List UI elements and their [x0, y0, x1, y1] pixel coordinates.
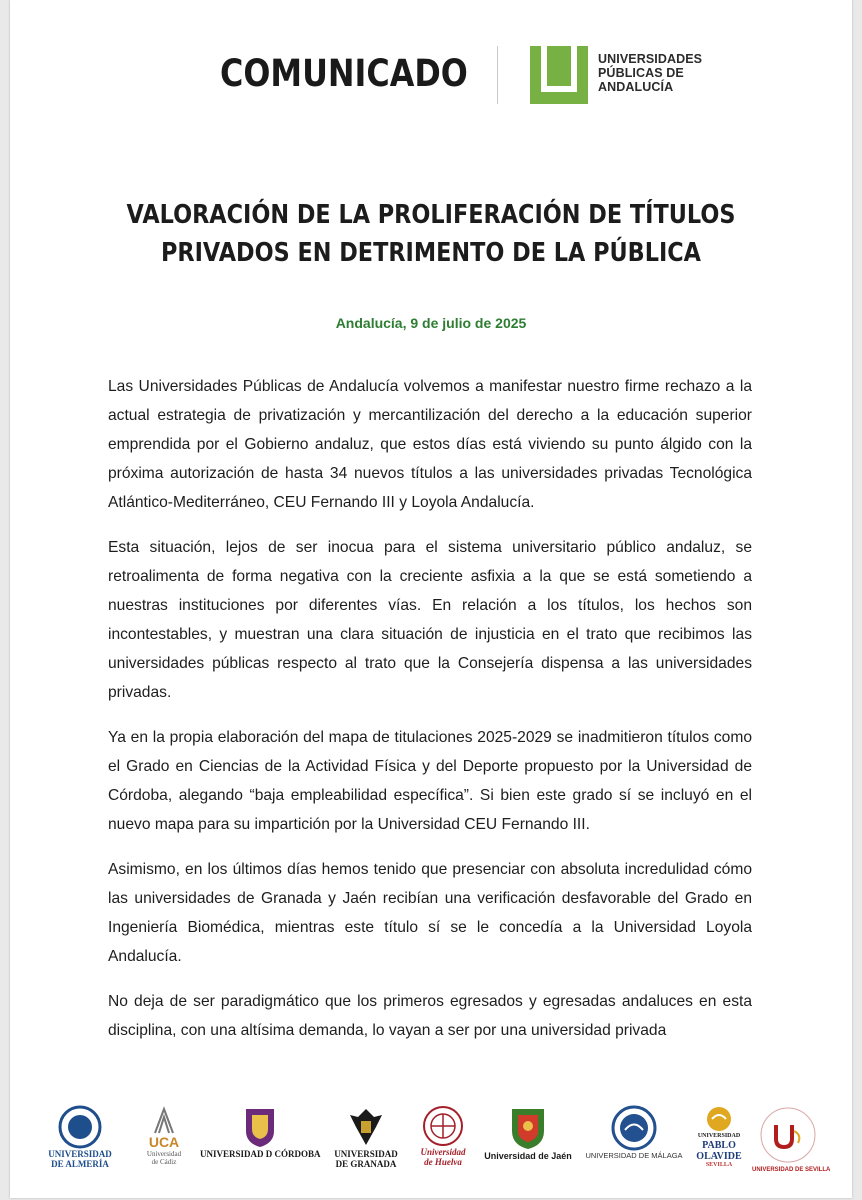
- document-title: [10, 196, 852, 272]
- huelva-label: Universidad: [420, 1147, 466, 1157]
- university-logos: [40, 1105, 830, 1180]
- almeria-label: UNIVERSIDAD: [48, 1149, 112, 1159]
- cordoba-shield-icon: [242, 1105, 278, 1149]
- document-page: [10, 0, 852, 1198]
- granada-logo: [326, 1105, 406, 1169]
- jaen-shield-icon: [506, 1105, 550, 1151]
- document-body: [108, 372, 752, 1061]
- olavide-label: PABLO: [702, 1140, 736, 1151]
- cordoba-label: UNIVERSIDAD D CÓRDOBA: [200, 1149, 321, 1159]
- granada-label: UNIVERSIDAD: [334, 1149, 398, 1159]
- title-line: VALORACIÓN DE LA PROLIFERACIÓN DE TÍTULOS: [126, 200, 736, 230]
- communique-label: COMUNICADO: [220, 52, 468, 95]
- jaen-logo: [478, 1105, 578, 1161]
- almeria-label: DE ALMERÍA: [51, 1159, 109, 1169]
- cordoba-logo: [200, 1105, 320, 1159]
- universidades-publicas-logo-icon: [530, 46, 588, 104]
- almeria-logo: [40, 1105, 120, 1169]
- granada-label: DE GRANADA: [335, 1159, 397, 1169]
- olavide-label: OLAVIDE: [696, 1151, 742, 1162]
- date-line: Andalucía, 9 de julio de 2025: [335, 315, 527, 331]
- olavide-label: SEVILLA: [705, 1162, 733, 1168]
- logo-line: ANDALUCÍA: [598, 80, 674, 94]
- olavide-mark-icon: [704, 1105, 734, 1133]
- paragraph: Las Universidades Públicas de Andalucía volvemos a manifestar nuestro firme rechazo a la actual estrategia de privatización y mercantilización del derecho a la educación superior emprendida por el Gobierno andaluz, que estos días está viviendo su punto álgido con la próxima autorización de hasta 34 nuevos títulos a las universidades privadas Tecnológica Atlántico-Mediterráneo, CEU Fernando III y Loyola Andalucía.: [108, 378, 752, 511]
- paragraph: Ya en la propia elaboración del mapa de titulaciones 2025-2029 se inadmitieron títulos como el Grado en Ciencias de la Actividad Física y del Deporte propuesto por la Universidad de Córdoba, alegando “baja empleabilidad específica”. Si bien este grado sí se incluyó en el nuevo mapa para su impartición por la Universidad CEU Fernando III.: [108, 729, 752, 833]
- paragraph: No deja de ser paradigmático que los primeros egresados y egresadas andaluces en esta disciplina, con una altísima demanda, lo vayan a ser por una universidad privada: [108, 993, 752, 1039]
- cadiz-mark-icon: [149, 1105, 179, 1135]
- malaga-label: UNIVERSIDAD DE MÁLAGA: [585, 1151, 683, 1160]
- almeria-seal-icon: [58, 1105, 102, 1149]
- cadiz-label: UCA: [148, 1134, 180, 1150]
- logo-line: PÚBLICAS DE: [598, 66, 684, 80]
- huelva-label: de Huelva: [424, 1157, 462, 1167]
- sevilla-seal-icon: [758, 1105, 818, 1165]
- sevilla-label: UNIVERSIDAD DE SEVILLA: [752, 1167, 831, 1173]
- sevilla-logo: [752, 1105, 831, 1175]
- logo-line: UNIVERSIDADES: [598, 52, 703, 66]
- malaga-logo: [582, 1105, 686, 1161]
- cadiz-logo: [132, 1105, 196, 1166]
- title-line: PRIVADOS EN DETRIMENTO DE LA PÚBLICA: [161, 238, 701, 268]
- olavide-label: UNIVERSIDAD: [697, 1133, 741, 1139]
- paragraph: Asimismo, en los últimos días hemos tenido que presenciar con absoluta incredulidad cómo las universidades de Granada y Jaén recibían una verificación desfavorable del Grado en Ingeniería Biomédica, mientras este título sí se le concedía a la Universidad Loyola Andalucía.: [108, 861, 752, 965]
- granada-eagle-icon: [346, 1105, 386, 1149]
- paragraph: Esta situación, lejos de ser inocua para el sistema universitario público andaluz, se retroalimenta de forma negativa con la creciente asfixia a la que se está sometiendo a nuestras instituciones por diferentes vías. En relación a los títulos, los hechos son incontestables, y muestran una clara situación de injusticia en el trato que recibimos las universidades públicas respecto al trato que la Consejería dispensa a las universidades privadas.: [108, 539, 752, 701]
- malaga-seal-icon: [611, 1105, 657, 1151]
- olavide-logo: [690, 1105, 748, 1169]
- cadiz-label: de Cádiz: [151, 1158, 177, 1166]
- header: [10, 42, 852, 108]
- header-divider: [497, 46, 498, 104]
- cadiz-label: Universidad: [146, 1150, 182, 1158]
- logo-text: [598, 52, 702, 94]
- jaen-label: Universidad de Jaén: [484, 1151, 572, 1161]
- huelva-logo: [412, 1105, 474, 1167]
- huelva-seal-icon: [422, 1105, 464, 1147]
